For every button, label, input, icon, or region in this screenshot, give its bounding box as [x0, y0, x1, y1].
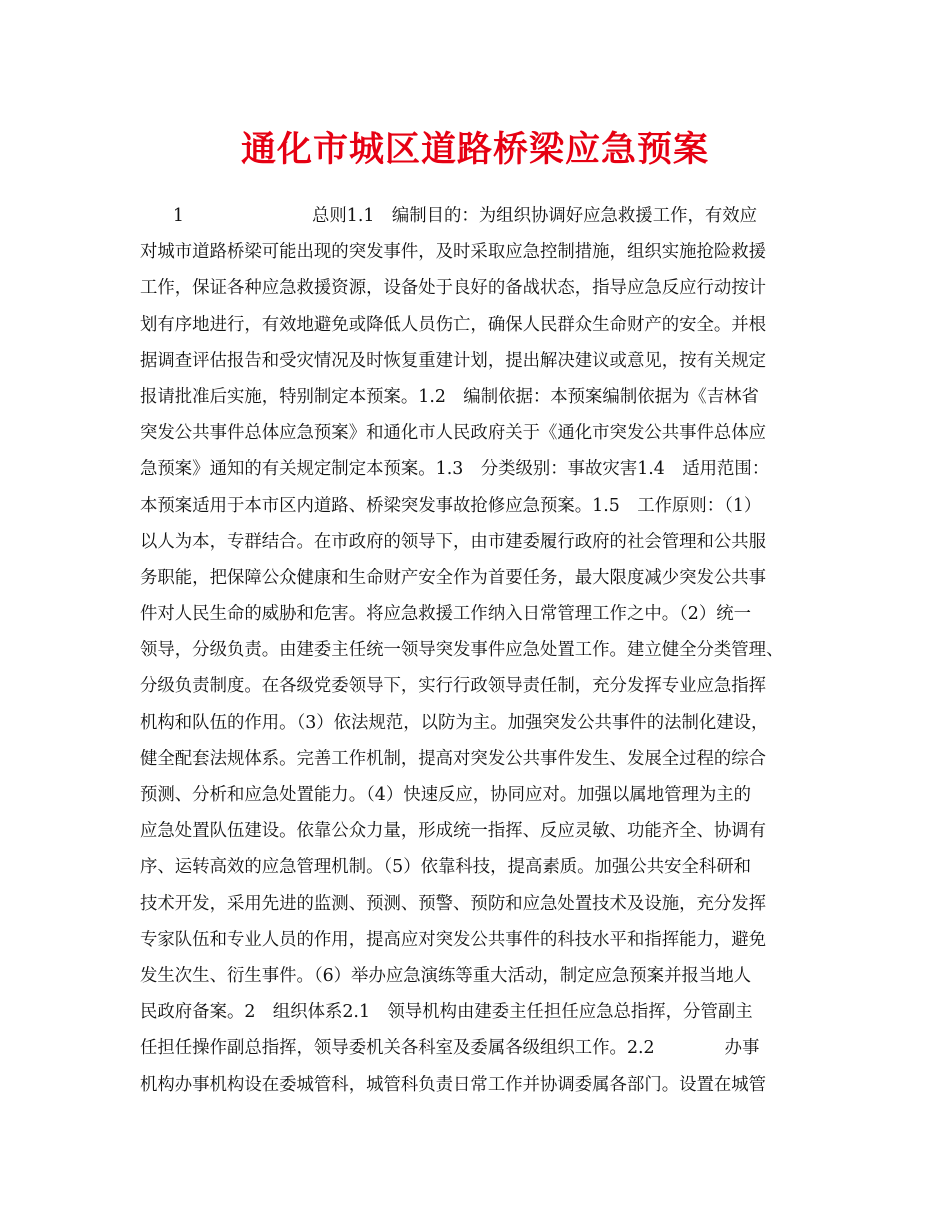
- body-line-tail: 办事: [724, 1038, 760, 1059]
- body-line: 急预案》通知的有关规定制定本预案。1.3 分类级别：事故灾害1.4 适用范围：: [140, 459, 770, 480]
- body-line: 机构办事机构设在委城管科，城管科负责日常工作并协调委属各部门。设置在城管: [140, 1074, 767, 1095]
- body-line: 务职能，把保障公众健康和生命财产安全作为首要任务，最大限度减少突发公共事: [140, 567, 767, 588]
- document-title: 通化市城区道路桥梁应急预案: [240, 130, 709, 170]
- body-line: 突发公共事件总体应急预案》和通化市人民政府关于《通化市突发公共事件总体应: [140, 423, 767, 444]
- body-line: 本预案适用于本市区内道路、桥梁突发事故抢修应急预案。1.5 工作原则：（1）: [140, 495, 762, 516]
- section-number: 1: [172, 206, 184, 226]
- body-line-text: 任担任操作副总指挥，领导委机关各科室及委属各级组织工作。2.2: [140, 1038, 655, 1059]
- body-line: 对城市道路桥梁可能出现的突发事件，及时采取应急控制措施，组织实施抢险救援: [140, 242, 767, 263]
- body-line: 民政府备案。2 组织体系2.1 领导机构由建委主任担任应急总指挥，分管副主: [140, 1002, 753, 1023]
- body-line: 分级负责制度。在各级党委领导下，实行行政领导责任制，充分发挥专业应急指挥: [140, 676, 767, 697]
- body-line: 以人为本，专群结合。在市政府的领导下，由市建委履行政府的社会管理和公共服: [140, 531, 767, 552]
- body-line: 预测、分析和应急处置能力。（4）快速反应，协同应对。加强以属地管理为主的: [140, 785, 752, 805]
- body-line: 报请批准后实施，特别制定本预案。1.2 编制依据：本预案编制依据为《吉林省: [140, 386, 759, 407]
- body-line: 健全配套法规体系。完善工作机制，提高对突发公共事件发生、发展全过程的综合: [140, 748, 767, 769]
- body-line: 发生次生、衍生事件。（6）举办应急演练等重大活动，制定应急预案并报当地人: [140, 965, 752, 986]
- body-line: 划有序地进行，有效地避免或降低人员伤亡，确保人民群众生命财产的安全。并根: [140, 314, 767, 335]
- body-line: 技术开发，采用先进的监测、预测、预警、预防和应急处置技术及设施，充分发挥: [140, 893, 767, 914]
- body-line: 领导，分级负责。由建委主任统一领导突发事件应急处置工作。建立健全分类管理、: [140, 640, 784, 661]
- body-line: 序、运转高效的应急管理机制。（5）依靠科技，提高素质。加强公共安全科研和: [140, 857, 752, 878]
- body-line: 件对人民生命的威胁和危害。将应急救援工作纳入日常管理工作之中。（2）统一: [140, 604, 752, 625]
- body-line: 专家队伍和专业人员的作用，提高应对突发公共事件的科技水平和指挥能力，避免: [140, 929, 767, 950]
- document-body: [140, 198, 820, 1103]
- body-line: 机构和队伍的作用。（3）依法规范，以防为主。加强突发公共事件的法制化建设，: [140, 712, 769, 733]
- body-line: [140, 1030, 820, 1066]
- body-line: 据调查评估报告和受灾情况及时恢复重建计划，提出解决建议或意见，按有关规定: [140, 350, 767, 371]
- body-line-text: 总则1.1 编制目的：为组织协调好应急救援工作，有效应: [312, 206, 758, 226]
- body-line: 工作，保证各种应急救援资源，设备处于良好的备战状态，指导应急反应行动按计: [140, 278, 767, 299]
- body-line: [140, 198, 820, 234]
- body-line: 应急处置队伍建设。依靠公众力量，形成统一指挥、反应灵敏、功能齐全、协调有: [140, 821, 767, 842]
